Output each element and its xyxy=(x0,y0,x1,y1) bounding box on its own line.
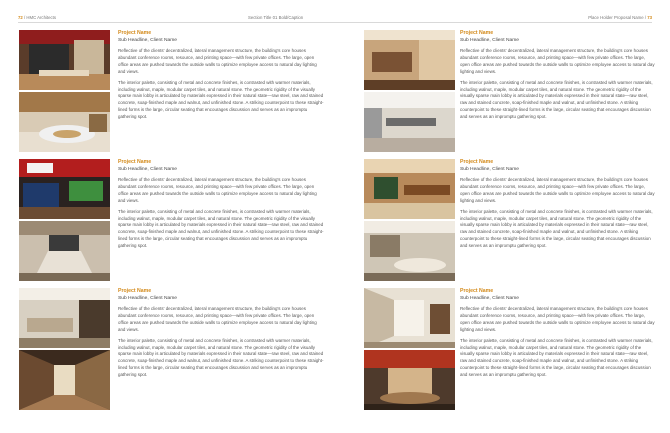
project-subheadline: Sub Headline, Client Name xyxy=(460,38,519,43)
right-page-number: 73 xyxy=(647,15,652,20)
project-subheadline: Sub Headline, Client Name xyxy=(118,167,177,172)
project-entry xyxy=(364,30,658,158)
project-paragraph: The interior palette, consisting of metal and concrete finishes, is contrasted with warmer materials, including walnut, maple, modular carpet tiles, and natural stone. The geometric rigidity of the visually sparse main lobby is articulated by materials expressed in their natural state—raw steel, raw and stained concrete, soap-finished maple and walnut, and unfinished stone. A striking counterpoint to these straight-lined forms is the large, circular seating that encourages discussion and serves as an impromptu gathering spot. xyxy=(118,79,324,120)
project-paragraph: The interior palette, consisting of metal and concrete finishes, is contrasted with warmer materials, including walnut, maple, modular carpet tiles, and natural stone. The geometric rigidity of the visually sparse main lobby is articulated by materials expressed in their natural state—raw steel, raw and stained concrete, soap-finished maple and walnut, and unfinished stone. A striking counterpoint to these straight-lined forms is the large, circular seating that encourages discussion and serves as an impromptu gathering spot. xyxy=(118,337,324,378)
project-subheadline: Sub Headline, Client Name xyxy=(460,167,519,172)
project-photos xyxy=(364,30,455,152)
project-text xyxy=(118,30,324,125)
project-paragraph: Reflective of the clients' decentralized, lateral management structure, the building's core houses abundant conference rooms, resource, and printing space—with few private offices. The large, open office areas are pushed towards the outside walls to optimize employee access to natural day lighting and views. xyxy=(460,177,655,203)
project-name: Project Name xyxy=(118,288,152,294)
project-photos xyxy=(19,159,110,281)
project-text xyxy=(460,30,656,125)
project-name: Project Name xyxy=(460,288,494,294)
right-header-rule xyxy=(335,22,652,23)
project-subheadline: Sub Headline, Client Name xyxy=(118,296,177,301)
project-photos xyxy=(19,288,110,410)
project-entry xyxy=(364,288,658,416)
right-page-header xyxy=(588,15,652,20)
left-header-rule xyxy=(18,22,335,23)
project-photo-reception xyxy=(19,288,110,348)
project-photo-meeting-room xyxy=(364,221,455,281)
right-running-title: Place Holder Proposal Name xyxy=(588,15,644,20)
header-separator: / xyxy=(23,15,26,20)
project-photos xyxy=(19,30,110,152)
project-subheadline: Sub Headline, Client Name xyxy=(460,296,519,301)
project-name: Project Name xyxy=(118,30,152,36)
project-photo-atrium xyxy=(364,350,455,410)
project-photo-hallway xyxy=(364,288,455,348)
project-photo-corridor xyxy=(19,350,110,410)
project-text xyxy=(460,288,656,383)
project-photo-cafe xyxy=(364,159,455,219)
project-paragraph: The interior palette, consisting of metal and concrete finishes, is contrasted with warmer materials, including walnut, maple, modular carpet tiles, and natural stone. The geometric rigidity of the visually sparse main lobby is articulated by materials expressed in their natural state—raw steel, raw and stained concrete, soap-finished maple and walnut, and unfinished stone. A striking counterpoint to these straight-lined forms is the large, circular seating that encourages discussion and serves as an impromptu gathering spot. xyxy=(460,337,653,378)
project-entry xyxy=(19,288,326,416)
left-section-title: HMC Architects xyxy=(26,15,56,20)
left-running-title: Section Title 01 Bold/Caption xyxy=(248,15,304,20)
project-name: Project Name xyxy=(460,30,494,36)
project-entry xyxy=(364,159,658,287)
left-page-number: 72 xyxy=(18,15,23,20)
project-photos xyxy=(364,159,455,281)
project-entry xyxy=(19,30,326,158)
project-paragraph: Reflective of the clients' decentralized, lateral management structure, the building's core houses abundant conference rooms, resource, and printing space—with few private offices. The large, open office areas are pushed towards the outside walls to optimize employee access to natural day lighting and views. xyxy=(460,48,655,74)
project-paragraph: Reflective of the clients' decentralized, lateral management structure, the building's core houses abundant conference rooms, resource, and printing space—with few private offices. The large, open office areas are pushed towards the outside walls to optimize employee access to natural day lighting and views. xyxy=(118,177,317,203)
project-paragraph: The interior palette, consisting of metal and concrete finishes, is contrasted with warmer materials, including walnut, maple, modular carpet tiles, and natural stone. The geometric rigidity of the visually sparse main lobby is articulated by materials expressed in their natural state—raw steel, raw and stained concrete, soap-finished maple and walnut, and unfinished stone. A striking counterpoint to these straight-lined forms is the large, circular seating that encourages discussion and serves as an impromptu gathering spot. xyxy=(460,79,653,120)
project-photo-conference xyxy=(19,30,110,90)
project-name: Project Name xyxy=(118,159,152,165)
project-paragraph: Reflective of the clients' decentralized, lateral management structure, the building's core houses abundant conference rooms, resource, and printing space—with few private offices. The large, open office areas are pushed towards the outside walls to optimize employee access to natural day lighting and views. xyxy=(118,306,317,332)
left-page-header xyxy=(18,15,56,20)
project-photos xyxy=(364,288,455,410)
project-paragraph: Reflective of the clients' decentralized, lateral management structure, the building's core houses abundant conference rooms, resource, and printing space—with few private offices. The large, open office areas are pushed towards the outside walls to optimize employee access to natural day lighting and views. xyxy=(118,48,317,74)
project-text xyxy=(460,159,656,254)
project-photo-open-office xyxy=(364,92,455,152)
project-paragraph: The interior palette, consisting of metal and concrete finishes, is contrasted with warmer materials, including walnut, maple, modular carpet tiles, and natural stone. The geometric rigidity of the visually sparse main lobby is articulated by materials expressed in their natural state—raw steel, raw and stained concrete, soap-finished maple and walnut, and unfinished stone. A striking counterpoint to these straight-lined forms is the large, circular seating that encourages discussion and serves as an impromptu gathering spot. xyxy=(460,208,653,249)
project-text xyxy=(118,288,324,383)
project-photo-lounge xyxy=(19,92,110,152)
project-text xyxy=(118,159,324,254)
project-photo-lobby xyxy=(364,30,455,90)
project-photo-boardroom xyxy=(19,221,110,281)
header-separator: / xyxy=(644,15,647,20)
project-name: Project Name xyxy=(460,159,494,165)
project-subheadline: Sub Headline, Client Name xyxy=(118,38,177,43)
right-page xyxy=(335,0,670,433)
project-paragraph: The interior palette, consisting of metal and concrete finishes, is contrasted with warmer materials, including walnut, maple, modular carpet tiles, and natural stone. The geometric rigidity of the visually sparse main lobby is articulated by materials expressed in their natural state—raw steel, raw and stained concrete, soap-finished maple and walnut, and unfinished stone. A striking counterpoint to these straight-lined forms is the large, circular seating that encourages discussion and serves as an impromptu gathering spot. xyxy=(118,208,324,249)
project-entry xyxy=(19,159,326,287)
project-photo-gaming-room xyxy=(19,159,110,219)
project-paragraph: Reflective of the clients' decentralized, lateral management structure, the building's core houses abundant conference rooms, resource, and printing space—with few private offices. The large, open office areas are pushed towards the outside walls to optimize employee access to natural day lighting and views. xyxy=(460,306,655,332)
